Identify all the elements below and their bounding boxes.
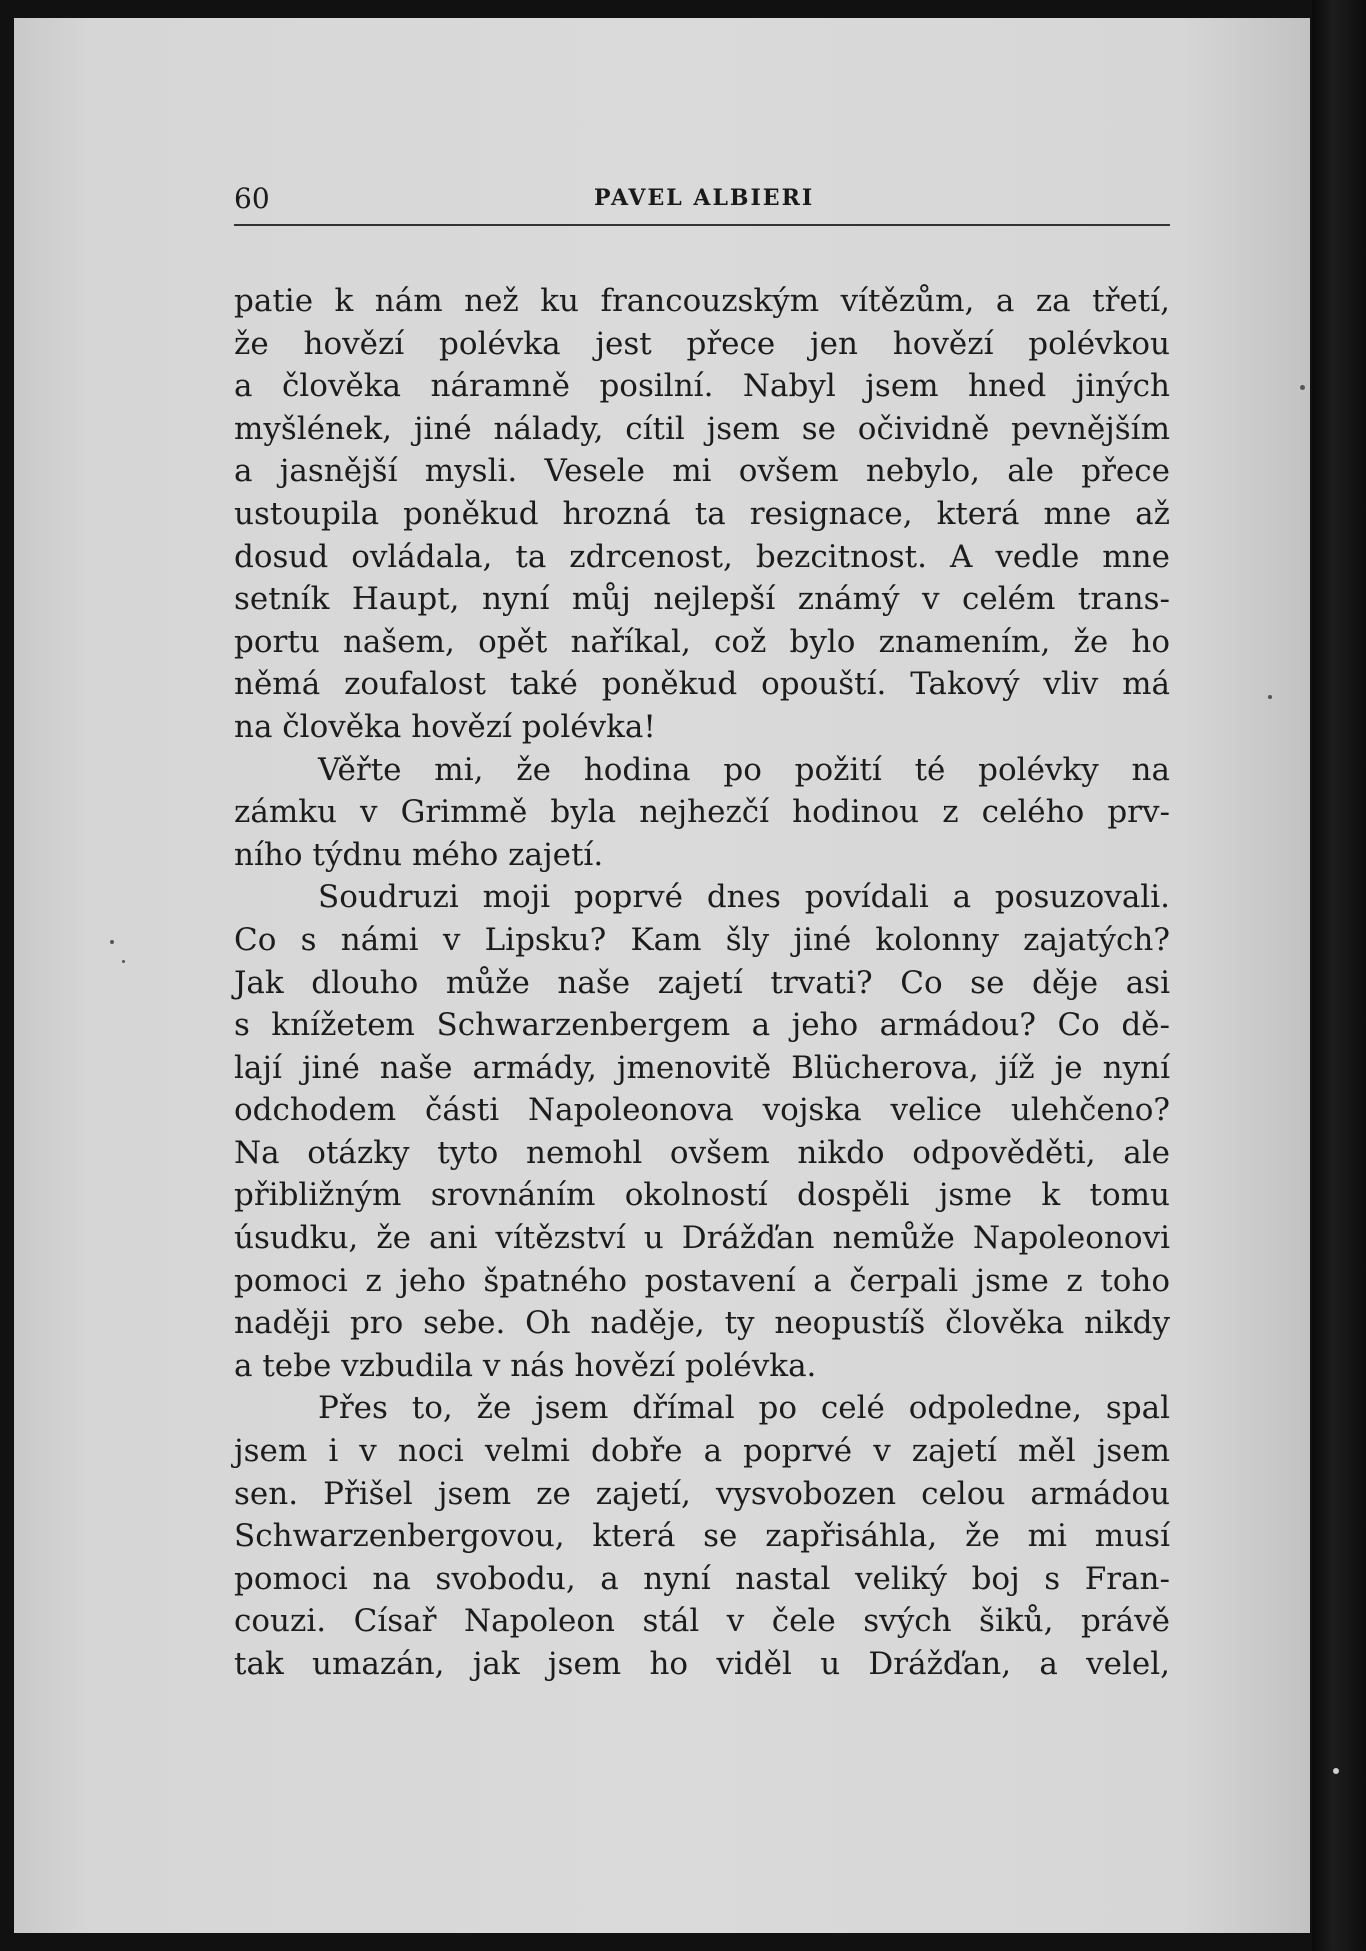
header-rule: [234, 224, 1170, 226]
text-line: přibližným srovnáním okolností dospěli jsme k tomu: [234, 1177, 1170, 1214]
paper-speck: [1300, 385, 1305, 390]
text-line: pomoci na svobodu, a nyní nastal veliký boj s Fran-: [234, 1560, 1170, 1597]
text-line: němá zoufalost také poněkud opouští. Takový vliv má: [234, 666, 1170, 703]
text-line: jsem i v noci velmi dobře a poprvé v zajetí měl jsem: [234, 1433, 1170, 1470]
text-line: úsudku, že ani vítězství u Drážďan nemůže Napoleonovi: [234, 1220, 1170, 1257]
text-line: Věřte mi, že hodina po požití té polévky na: [318, 751, 1170, 788]
text-line: Jak dlouho může naše zajetí trvati? Co se děje asi: [234, 964, 1170, 1001]
paper-speck: [122, 960, 125, 963]
text-line: Soudruzi moji poprvé dnes povídali a posuzovali.: [318, 879, 1170, 916]
text-line: Na otázky tyto nemohl ovšem nikdo odpověděti, ale: [234, 1134, 1170, 1171]
text-line: Schwarzenbergovou, která se zapřisáhla, že mi musí: [234, 1518, 1170, 1555]
text-line: a člověka náramně posilní. Nabyl jsem hned jiných: [234, 368, 1170, 405]
body-text: [234, 280, 1170, 1686]
paper-speck: [1268, 695, 1272, 699]
text-line: couzi. Císař Napoleon stál v čele svých šiků, právě: [234, 1603, 1170, 1640]
text-line: portu našem, opět naříkal, což bylo znamením, že ho: [234, 623, 1170, 660]
text-line: na člověka hovězí polévka!: [234, 708, 656, 745]
text-line: lají jiné naše armády, jmenovitě Blücherova, jíž je nyní: [234, 1049, 1170, 1086]
page-header: [234, 182, 1170, 222]
text-line: pomoci z jeho špatného postavení a čerpali jsme z toho: [234, 1262, 1170, 1299]
text-line: a tebe vzbudila v nás hovězí polévka.: [234, 1347, 817, 1384]
text-line: patie k nám než ku francouzským vítězům, a za třetí,: [234, 283, 1170, 319]
text-line: s knížetem Schwarzenbergem a jeho armádou? Co dě-: [234, 1007, 1170, 1044]
text-line: a jasnější mysli. Vesele mi ovšem nebylo, ale přece: [234, 453, 1170, 490]
text-line: že hovězí polévka jest přece jen hovězí polévkou: [234, 325, 1170, 362]
text-line: naději pro sebe. Oh naděje, ty neopustíš člověka nikdy: [234, 1305, 1170, 1342]
text-line: zámku v Grimmě byla nejhezčí hodinou z celého prv-: [234, 794, 1170, 831]
text-line: Přes to, že jsem dřímal po celé odpoledne, spal: [318, 1390, 1170, 1427]
text-line: odchodem části Napoleonova vojska velice ulehčeno?: [234, 1092, 1170, 1129]
text-line: ustoupila poněkud hrozná ta resignace, která mne až: [234, 495, 1170, 532]
running-head: PAVEL ALBIERI: [594, 185, 815, 211]
text-line: dosud ovládala, ta zdrcenost, bezcitnost. A vedle mne: [234, 538, 1170, 575]
text-line: myšlének, jiné nálady, cítil jsem se očividně pevnějším: [234, 410, 1170, 447]
paper-speck: [110, 940, 114, 944]
text-line: sen. Přišel jsem ze zajetí, vysvobozen celou armádou: [234, 1475, 1170, 1512]
page-number: 60: [234, 182, 270, 215]
text-line: ního týdnu mého zajetí.: [234, 836, 604, 873]
paper-speck: [1333, 1768, 1339, 1774]
text-line: tak umazán, jak jsem ho viděl u Drážďan, a velel,: [234, 1646, 1170, 1682]
text-line: Co s námi v Lipsku? Kam šly jiné kolonny zajatých?: [234, 921, 1170, 958]
text-line: setník Haupt, nyní můj nejlepší známý v celém trans-: [234, 581, 1170, 618]
book-spine-shadow: [1312, 0, 1366, 1951]
